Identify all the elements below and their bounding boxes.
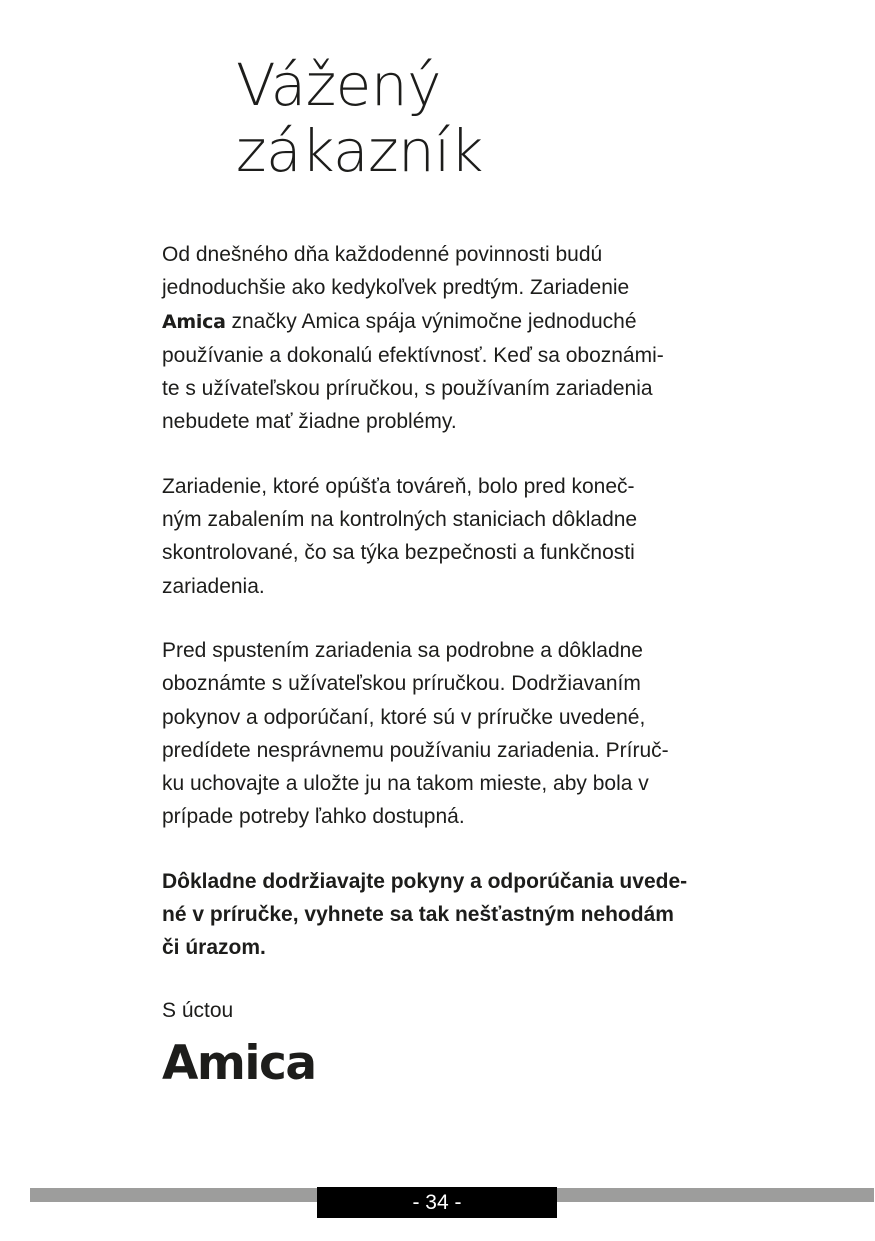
body-text: [162, 238, 722, 996]
page-number: - 34 -: [317, 1187, 557, 1218]
amica-logo: Amica: [162, 1036, 316, 1091]
text-line: Dôkladne dodržiavajte pokyny a odporúčania uvede-: [162, 869, 688, 893]
instructions-paragraph: [162, 634, 722, 834]
text-line: né v príručke, vyhnete sa tak nešťastným nehodám: [162, 903, 674, 927]
text-line: ným zabalením na kontrolných staniciach dôkladne: [162, 508, 638, 532]
page-title: [236, 52, 483, 184]
text-line: pokynov a odporúčaní, ktoré sú v príručke uvedené,: [162, 705, 646, 729]
text-line: zariadenia.: [162, 574, 265, 598]
text-line: Pred spustením zariadenia sa podrobne a dôkladne: [162, 638, 643, 662]
text-line: Od dnešného dňa každodenné povinnosti budú: [162, 243, 603, 266]
text-line: predídete nesprávnemu používaniu zariadenia. Príruč-: [162, 738, 669, 762]
intro-paragraph: [162, 238, 722, 439]
text-line-rest: značky Amica spája výnimočne jednoduché: [225, 309, 637, 333]
text-line: oboznámte s užívateľskou príručkou. Dodržiavaním: [162, 672, 641, 696]
text-line: [162, 305, 722, 339]
text-line: používanie a dokonalú efektívnosť. Keď sa oboznámi-: [162, 343, 664, 367]
text-line: te s užívateľskou príručkou, s používaním zariadenia: [162, 377, 653, 401]
signature-text: S úctou: [162, 999, 234, 1022]
text-line: prípade potreby ľahko dostupná.: [162, 805, 465, 829]
text-line: ku uchovajte a uložte ju na takom mieste, aby bola v: [162, 772, 649, 796]
text-line: jednoduchšie ako kedykoľvek predtým. Zariadenie: [162, 276, 630, 300]
title-line-2: zákazník: [236, 117, 484, 185]
text-line: či úrazom.: [162, 936, 266, 960]
warning-paragraph: [162, 865, 722, 965]
text-line: nebudete mať žiadne problémy.: [162, 410, 457, 434]
text-line: skontrolované, čo sa týka bezpečnosti a funkčnosti: [162, 541, 635, 565]
title-line-1: Vážený: [236, 51, 441, 119]
text-line: Zariadenie, ktoré opúšťa továreň, bolo pred koneč-: [162, 474, 635, 498]
inline-brand-logo: Amica: [162, 310, 226, 333]
quality-paragraph: [162, 470, 722, 603]
